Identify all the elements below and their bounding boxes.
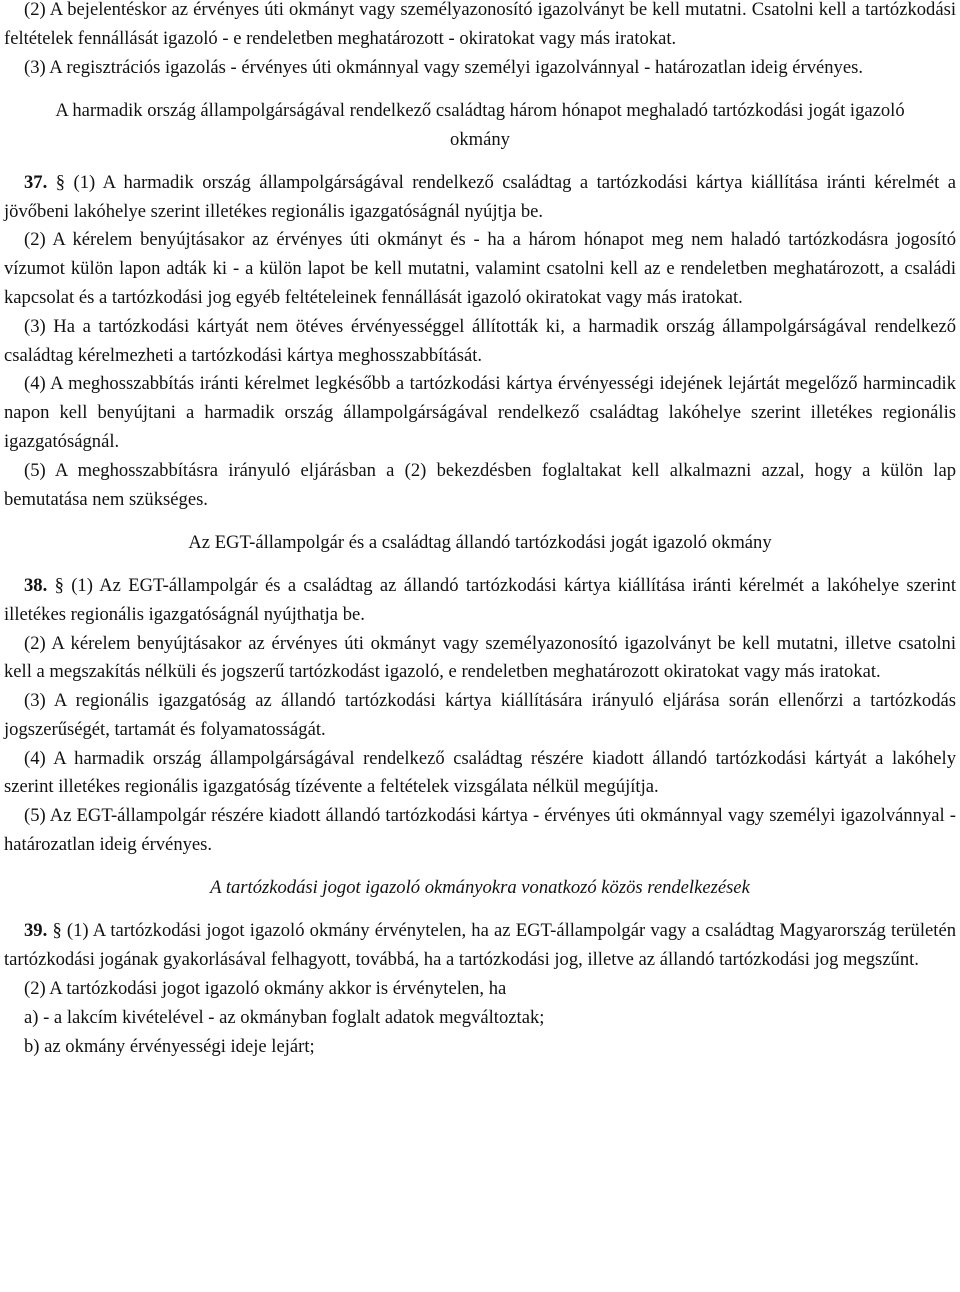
spacer	[4, 903, 956, 917]
paragraph-text: (1) A harmadik ország állampolgárságával rendelkező családtag a tartózkodási kártya kiállítása iránti kérelmét a jövőbeni lakóhelye szerint illetékes regionális igazgatóságnál nyújtja be.	[4, 171, 956, 222]
paragraph-text: (1) Az EGT-állampolgár és a családtag az állandó tartózkodási kártya kiállítása iránti kérelmét a lakóhelye szerint illetékes regionális igazgatóságnál nyújthatja be.	[4, 574, 956, 625]
section-sign: §	[54, 574, 64, 596]
section-number: 38.	[24, 574, 48, 596]
section-37-paragraph-1	[4, 169, 956, 227]
paragraph: (3) Ha a tartózkodási kártyát nem ötéves érvényességgel állították ki, a harmadik ország állampolgárságával rendelkező családtag kérelmezheti a tartózkodási kártya meghosszabbítását.	[4, 315, 956, 366]
list-item: a) - a lakcím kivételével - az okmányban foglalt adatok megváltoztak;	[24, 1006, 545, 1028]
spacer	[4, 860, 956, 874]
section-heading: A harmadik ország állampolgárságával rendelkező családtag három hónapot meghaladó tartózkodási jogát igazoló okmány	[55, 99, 905, 150]
spacer	[4, 558, 956, 572]
paragraph: (2) A bejelentéskor az érvényes úti okmányt vagy személyazonosító igazolványt be kell mutatni. Csatolni kell a tartózkodási feltételek fennállását igazoló - e rendeletben meghatározott - okiratokat vagy más iratokat.	[4, 0, 956, 49]
section-39-paragraph-1	[4, 917, 956, 975]
paragraph: (3) A regisztrációs igazolás - érvényes úti okmánnyal vagy személyi igazolvánnyal - határozatlan ideig érvényes.	[24, 56, 863, 78]
section-heading: A tartózkodási jogot igazoló okmányokra vonatkozó közös rendelkezések	[210, 877, 750, 899]
paragraph-text: (1) A tartózkodási jogot igazoló okmány érvénytelen, ha az EGT-állampolgár vagy a családtag Magyarország területén tartózkodási jogának gyakorlásával felhagyott, továbbá, ha a tartózkodási jog, illetve az állandó tartózkodási jog megszűnt.	[4, 920, 956, 971]
paragraph: (2) A tartózkodási jogot igazoló okmány akkor is érvénytelen, ha	[24, 978, 507, 1000]
paragraph: (5) A meghosszabbításra irányuló eljárásban a (2) bekezdésben foglaltakat kell alkalmazni azzal, hogy a külön lap bemutatása nem szükséges.	[4, 459, 956, 510]
section-heading: Az EGT-állampolgár és a családtag állandó tartózkodási jogát igazoló okmány	[188, 531, 772, 553]
section-sign: §	[52, 920, 62, 942]
section-38-paragraph-1	[4, 572, 956, 630]
spacer	[4, 514, 956, 528]
list-item: b) az okmány érvényességi ideje lejárt;	[24, 1035, 315, 1057]
paragraph: (3) A regionális igazgatóság az állandó tartózkodási kártya kiállítására irányuló eljárása során ellenőrzi a tartózkodás jogszerűségét, tartamát és folyamatosságát.	[4, 690, 956, 740]
spacer	[4, 154, 956, 168]
paragraph: (4) A meghosszabbítás iránti kérelmet legkésőbb a tartózkodási kártya érvényességi idejének lejártát megelőző harmincadik napon kell benyújtani a harmadik ország állampolgárságával rendelkező családtag lakóhelye szerint illetékes regionális igazgatóságnál.	[4, 373, 956, 452]
section-number: 39.	[24, 920, 48, 942]
spacer	[4, 82, 956, 96]
paragraph: (2) A kérelem benyújtásakor az érvényes úti okmányt vagy személyazonosító igazolványt be kell mutatni, illetve csatolni kell a megszakítás nélküli és jogszerű tartózkodást igazoló, e rendeletben meghatározott okiratokat vagy más iratokat.	[4, 632, 956, 683]
section-number: 37.	[24, 171, 48, 193]
paragraph: (5) Az EGT-állampolgár részére kiadott állandó tartózkodási kártya - érvényes úti okmánnyal vagy személyi igazolvánnyal - határozatlan ideig érvényes.	[4, 805, 956, 856]
paragraph: (4) A harmadik ország állampolgárságával rendelkező családtag részére kiadott állandó tartózkodási kártyát a lakóhely szerint illetékes regionális igazgatóság tízévente a feltételek vizsgálata nélkül megújítja.	[4, 747, 956, 798]
paragraph: (2) A kérelem benyújtásakor az érvényes úti okmányt és - ha a három hónapot meg nem haladó tartózkodásra jogosító vízumot külön lapon adták ki - a külön lapot be kell mutatni, valamint csatolni kell az e rendeletben meghatározott, a családi kapcsolat és a tartózkodási jog egyéb feltételeinek fennállását igazoló okiratokat vagy más iratokat.	[4, 229, 956, 308]
section-sign: §	[55, 171, 66, 193]
